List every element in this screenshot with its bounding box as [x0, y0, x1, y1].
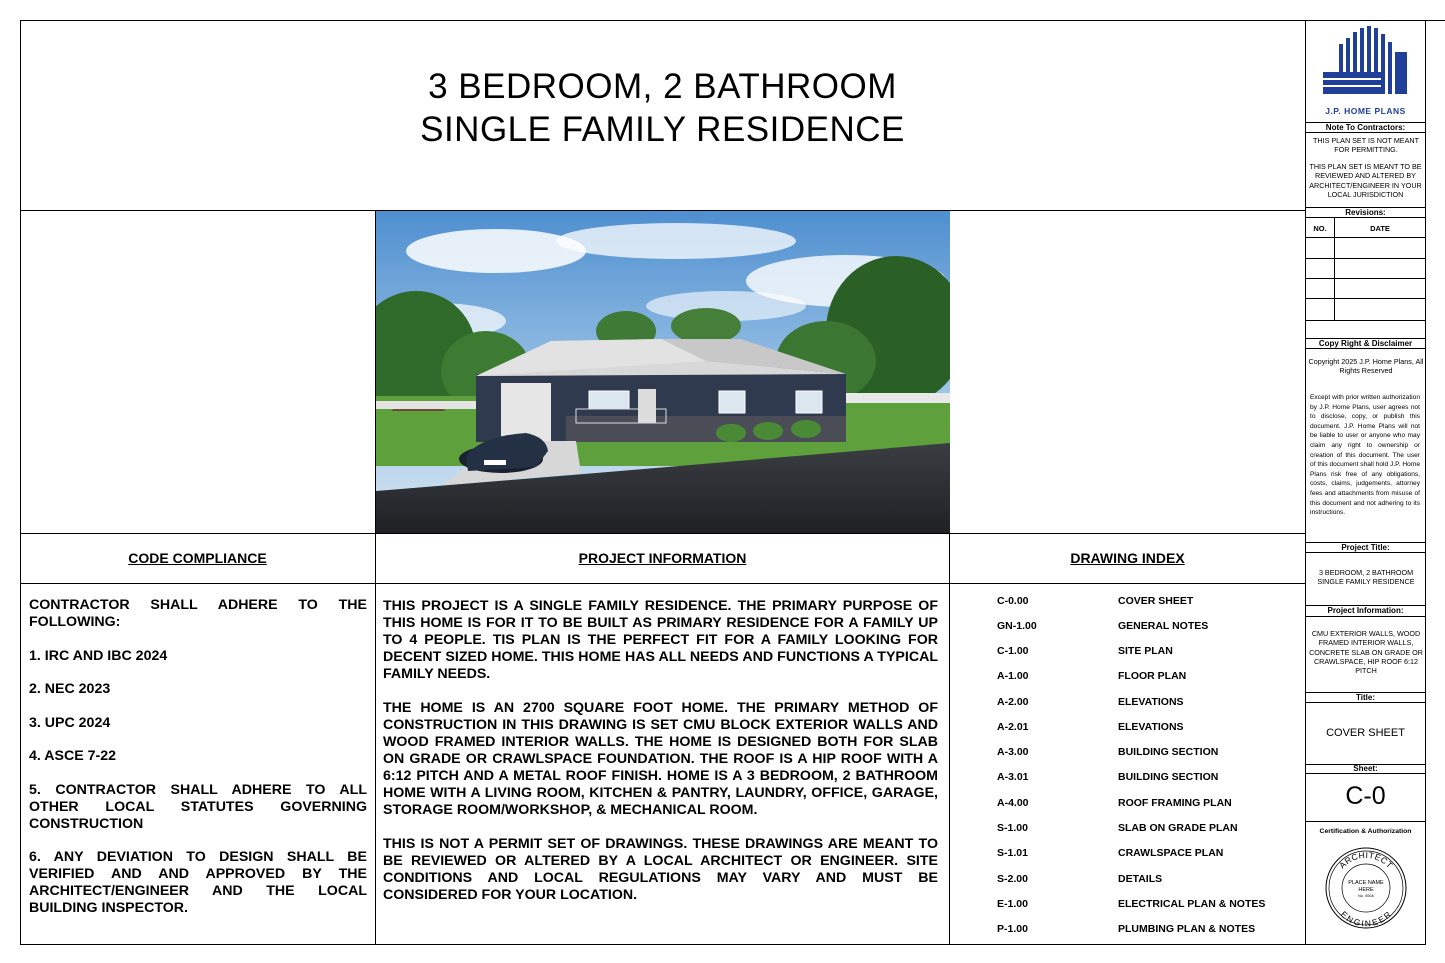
seal-center-2: HERE — [1358, 887, 1374, 893]
drawing-index-row — [997, 771, 1297, 785]
sheet-name: SLAB ON GRADE PLAN — [1118, 822, 1238, 834]
project-info-heading: Project Information: — [1327, 606, 1404, 615]
image-row-divider — [20, 533, 1305, 534]
drawing-index-row — [997, 797, 1297, 811]
house-rendering — [376, 211, 950, 533]
sheet-name: BUILDING SECTION — [1118, 746, 1219, 758]
header-row-divider — [20, 583, 1305, 584]
disclaimer-text: Except with prior written authorization by J.P. Home Plans, user agrees not to disclose, copy, or publish this document. J.P. Home Plans will not be liable to user or anyone who may claim any right to ownership or creation of this document. The user of this document shall hold J.P. Home Plans risk free of any obligations, costs, claims, judgements, attorney fees and attachments from misuse of this document and not adhering to its instructions. — [1310, 394, 1420, 517]
drawing-index-row — [997, 721, 1297, 735]
sheet-name: ELECTRICAL PLAN & NOTES — [1118, 898, 1266, 910]
sheet-code: A-3.00 — [997, 746, 1029, 758]
drawing-index-row — [997, 620, 1297, 634]
seal-icon — [1324, 846, 1408, 930]
sheet-name: DETAILS — [1118, 873, 1163, 885]
sheet-name: GENERAL NOTES — [1118, 620, 1209, 632]
rev-row-line — [1305, 237, 1425, 238]
rev-col-date: DATE — [1370, 224, 1390, 233]
copyright-heading: Copy Right & Disclaimer — [1318, 339, 1413, 348]
sheet-code: S-2.00 — [997, 873, 1028, 885]
sheet-title-line-2: SINGLE FAMILY RESIDENCE — [420, 110, 905, 149]
tb-divider — [1305, 702, 1425, 703]
company-name: J.P. HOME PLANS — [1325, 106, 1406, 116]
tb-divider — [1305, 348, 1425, 349]
sheet-name: ELEVATIONS — [1118, 696, 1184, 708]
drawing-index-heading: DRAWING INDEX — [1070, 550, 1185, 566]
sheet-code: S-1.01 — [997, 847, 1028, 859]
sheet-code: A-1.00 — [997, 670, 1029, 682]
sheet-code: A-2.01 — [997, 721, 1029, 733]
drawing-index-row — [997, 595, 1297, 609]
seal-center-3: No. 000A — [1358, 894, 1374, 898]
rev-row-line — [1305, 320, 1425, 321]
sheet-code: A-2.00 — [997, 696, 1029, 708]
drawing-index-row — [997, 847, 1297, 861]
right-edge-tick — [1425, 20, 1445, 21]
code-item: 3. UPC 2024 — [29, 714, 111, 731]
rev-row-line — [1305, 298, 1425, 299]
tb-divider — [1305, 773, 1425, 774]
project-info-text: CMU EXTERIOR WALLS, WOOD FRAMED INTERIOR WALLS, CONCRETE SLAB ON GRADE OR CRAWLSPACE, HIP ROOF 6:12 PITCH — [1309, 629, 1423, 676]
code-item: 2. NEC 2023 — [29, 681, 111, 697]
code-item: 6. ANY DEVIATION TO DESIGN SHALL BE VERIFIED AND AND APPROVED BY THE ARCHITECT/ENGINEER AND THE LOCAL BUILDING INSPECTOR. — [29, 849, 367, 916]
note-heading: Note To Contractors: — [1325, 123, 1406, 132]
tb-divider — [1305, 132, 1425, 133]
drawing-index-row — [997, 746, 1297, 760]
company-logo-icon — [1321, 24, 1409, 96]
sheet-code: E-1.00 — [997, 898, 1028, 910]
tb-divider — [1305, 552, 1425, 553]
sheet-heading: Sheet: — [1353, 764, 1378, 773]
sheet-code: C-0.00 — [997, 595, 1029, 607]
code-compliance-intro: CONTRACTOR SHALL ADHERE TO THE FOLLOWING: — [29, 597, 367, 630]
copyright-line: Copyright 2025 J.P. Home Plans, All Rights Reserved — [1308, 357, 1424, 376]
sheet-code: P-1.00 — [997, 923, 1028, 935]
sheet-code: C-1.00 — [997, 645, 1029, 657]
note-text-1: THIS PLAN SET IS NOT MEANT FOR PERMITTING. — [1313, 136, 1419, 155]
tb-divider — [1305, 616, 1425, 617]
svg-text:ARCHITECT — [1337, 850, 1395, 870]
sheet-name: ROOF FRAMING PLAN — [1118, 797, 1232, 809]
sheet-name: PLUMBING PLAN & NOTES — [1118, 923, 1256, 935]
sheet-name: BUILDING SECTION — [1118, 771, 1219, 783]
sheet-name: FLOOR PLAN — [1118, 670, 1187, 682]
note-text-2: THIS PLAN SET IS MEANT TO BE REVIEWED AND ALTERED BY ARCHITECT/ENGINEER IN YOUR LOCAL JURISDICTION — [1309, 162, 1422, 199]
drawing-index-row — [997, 822, 1297, 836]
sheet-name: CRAWLSPACE PLAN — [1118, 847, 1224, 859]
project-title-heading: Project Title: — [1341, 543, 1390, 552]
sheet-code: S-1.00 — [997, 822, 1028, 834]
sheet-name: SITE PLAN — [1118, 645, 1173, 657]
title-heading: Title: — [1356, 693, 1375, 702]
sheet-name: ELEVATIONS — [1118, 721, 1184, 733]
code-item: 4. ASCE 7-22 — [29, 748, 117, 764]
seal-top-text: ARCHITECT — [1336, 849, 1396, 871]
drawing-index-row — [997, 696, 1297, 710]
sheet-title-line-1: 3 BEDROOM, 2 BATHROOM — [428, 67, 897, 106]
project-paragraph: THE HOME IS AN 2700 SQUARE FOOT HOME. THE PRIMARY METHOD OF CONSTRUCTION IN THIS DRAWING IS SET CMU BLOCK EXTERIOR WALLS AND WOOD FRAMED INTERIOR WALLS. THE HOME IS DESIGNED BOTH FOR SLAB ON GRADE OR CRAWLSPACE FOUNDATION. THE ROOF IS A HIP ROOF WITH A 6:12 PITCH AND A METAL ROOF FINISH. HOME IS A 3 BEDROOM, 2 BATHROOM HOME WITH A LIVING ROOM, KITCHEN & PANTRY, LAUNDRY, OFFICE, GARAGE, STORAGE ROOM/WORKSHOP, & MECHANICAL ROOM. — [383, 700, 938, 818]
project-paragraph: THIS IS NOT A PERMIT SET OF DRAWINGS. THESE DRAWINGS ARE MEANT TO BE REVIEWED OR ALTERED BY A LOCAL ARCHITECT OR ENGINEER. SITE CONDITIONS AND LOCAL REGULATIONS MAY VARY AND MUST BE CONSIDERED FOR YOUR LOCATION. — [383, 836, 938, 903]
code-compliance-body — [29, 597, 367, 934]
tb-divider — [1305, 217, 1425, 218]
certification-heading: Certification & Authorization — [1319, 828, 1412, 835]
house-rendering-image — [376, 211, 950, 533]
project-title-text: 3 BEDROOM, 2 BATHROOM SINGLE FAMILY RESIDENCE — [1317, 568, 1415, 587]
code-item: 1. IRC AND IBC 2024 — [29, 647, 168, 664]
revisions-heading: Revisions: — [1345, 208, 1386, 217]
project-paragraph: THIS PROJECT IS A SINGLE FAMILY RESIDENCE. THE PRIMARY PURPOSE OF THIS HOME IS FOR IT TO BE BUILT AS PRIMARY RESIDENCE FOR A FAMILY UP TO 4 PEOPLE. TIS PLAN IS THE PERFECT FIT FOR A FAMILY LOOKING FOR DECENT SIZED HOME. THIS HOME HAS ALL NEEDS AND FUNCTIONS A TYPICAL FAMILY NEEDS. — [383, 598, 938, 682]
project-information-heading: PROJECT INFORMATION — [578, 550, 747, 566]
sheet-name: COVER SHEET — [1118, 595, 1194, 607]
drawing-index-row — [997, 898, 1297, 912]
sheet-number: C-0 — [1345, 782, 1386, 810]
rev-row-line — [1305, 278, 1425, 279]
sheet-code: GN-1.00 — [997, 620, 1037, 632]
sheet-code: A-3.01 — [997, 771, 1029, 783]
drawing-index-row — [997, 670, 1297, 684]
sheet-code: A-4.00 — [997, 797, 1029, 809]
code-item: 5. CONTRACTOR SHALL ADHERE TO ALL OTHER LOCAL STATUTES GOVERNING CONSTRUCTION — [29, 781, 367, 832]
sheet-title-text: COVER SHEET — [1326, 727, 1405, 739]
project-information-body — [383, 598, 938, 921]
seal-center-1: PLACE NAME — [1348, 880, 1384, 886]
tb-divider — [1305, 821, 1425, 822]
drawing-index-row — [997, 645, 1297, 659]
drawing-index-row — [997, 923, 1297, 937]
seal-bottom-text: ENGINEER — [1338, 909, 1394, 929]
rev-row-line — [1305, 258, 1425, 259]
drawing-index-row — [997, 873, 1297, 887]
rev-col-no: NO. — [1313, 224, 1327, 233]
code-compliance-heading: CODE COMPLIANCE — [128, 550, 267, 566]
